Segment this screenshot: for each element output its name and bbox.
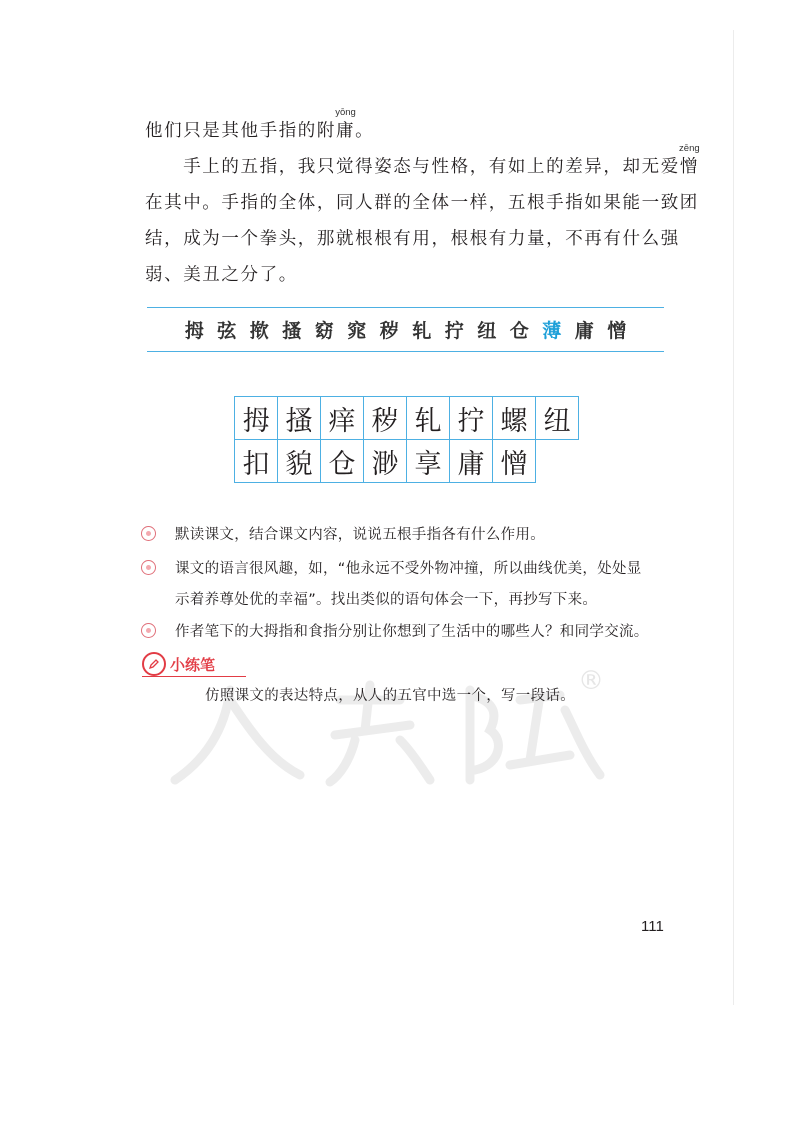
paragraph-line: 弱、美丑之分了。 <box>145 265 298 285</box>
question-2 <box>141 557 642 609</box>
recognize-char: 仓 <box>509 320 529 342</box>
pinyin-annotation: zēng <box>679 143 700 154</box>
recognize-char: 庸 <box>574 320 594 342</box>
registered-mark: ® <box>578 666 604 696</box>
question-text: 默读课文，结合课文内容，说说五根手指各有什么作用。 <box>175 527 545 543</box>
grid-cell: 痒 <box>320 396 364 440</box>
ruby-annotated-char <box>336 108 355 154</box>
question-text-continued: 示着养尊处优的幸福”。找出类似的语句体会一下，再抄写下来。 <box>175 592 598 608</box>
grid-cell: 憎 <box>492 439 536 483</box>
paragraph-line <box>145 143 700 180</box>
question-bullet-icon <box>141 560 156 575</box>
pencil-icon <box>142 652 166 676</box>
recognize-char: 搔 <box>282 320 302 342</box>
write-characters-grid <box>234 396 579 483</box>
recognize-characters-bar <box>147 307 664 352</box>
pinyin-annotation: yōng <box>335 107 356 118</box>
recognize-char: 拇 <box>184 320 204 342</box>
practice-header <box>142 652 215 676</box>
annotated-char: 憎 <box>679 157 699 177</box>
annotated-char: 庸 <box>336 121 356 141</box>
paragraph-line <box>145 108 670 144</box>
text-run: 他们只是其他手指的附 <box>145 121 336 141</box>
recognize-char: 弦 <box>217 320 237 342</box>
grid-row <box>234 396 579 440</box>
grid-cell: 秽 <box>363 396 407 440</box>
text-run: 手上的五指，我只觉得姿态与性格，有如上的差异，却无爱 <box>145 157 680 177</box>
question-bullet-icon <box>141 526 156 541</box>
recognize-char: 揿 <box>249 320 269 342</box>
grid-cell: 庸 <box>449 439 493 483</box>
text-run: 。 <box>355 121 375 141</box>
paragraph-line: 在其中。手指的全体，同人群的全体一样，五根手指如果能一致团 <box>145 193 699 213</box>
practice-prompt: 仿照课文的表达特点，从人的五官中选一个，写一段话。 <box>205 688 575 704</box>
grid-cell: 貌 <box>277 439 321 483</box>
recognize-char: 秽 <box>379 320 399 342</box>
grid-cell: 享 <box>406 439 450 483</box>
recognize-char: 拧 <box>444 320 464 342</box>
paragraph-line: 结，成为一个拳头，那就根根有用，根根有力量，不再有什么强 <box>145 229 680 249</box>
lesson-text <box>145 107 700 288</box>
recognize-char: 窕 <box>347 320 367 342</box>
grid-cell: 扣 <box>234 439 278 483</box>
question-line <box>141 620 649 641</box>
ruby-annotated-char <box>680 144 699 190</box>
question-text: 课文的语言很风趣，如，“他永远不受外物冲撞，所以曲线优美，处处显 <box>175 561 642 577</box>
grid-cell: 轧 <box>406 396 450 440</box>
recognize-char: 憎 <box>607 320 627 342</box>
question-1 <box>141 523 545 544</box>
question-line <box>141 523 545 544</box>
grid-row <box>234 439 579 483</box>
practice-title: 小练笔 <box>170 655 216 674</box>
practice-underline <box>142 676 246 677</box>
page-edge-line <box>733 30 734 1005</box>
question-text: 作者笔下的大拇指和食指分别让你想到了生活中的哪些人？和同学交流。 <box>175 624 649 640</box>
grid-cell: 纽 <box>535 396 579 440</box>
recognize-char: 窈 <box>314 320 334 342</box>
grid-cell: 仓 <box>320 439 364 483</box>
recognize-char: 轧 <box>412 320 432 342</box>
question-3 <box>141 620 649 641</box>
grid-cell: 拧 <box>449 396 493 440</box>
recognize-char: 纽 <box>477 320 497 342</box>
page-number: 111 <box>641 918 664 935</box>
grid-cell: 渺 <box>363 439 407 483</box>
question-bullet-icon <box>141 623 156 638</box>
grid-cell: 螺 <box>492 396 536 440</box>
grid-cell: 搔 <box>277 396 321 440</box>
question-line <box>141 557 642 578</box>
grid-cell: 拇 <box>234 396 278 440</box>
recognize-char-highlighted: 薄 <box>542 320 562 342</box>
